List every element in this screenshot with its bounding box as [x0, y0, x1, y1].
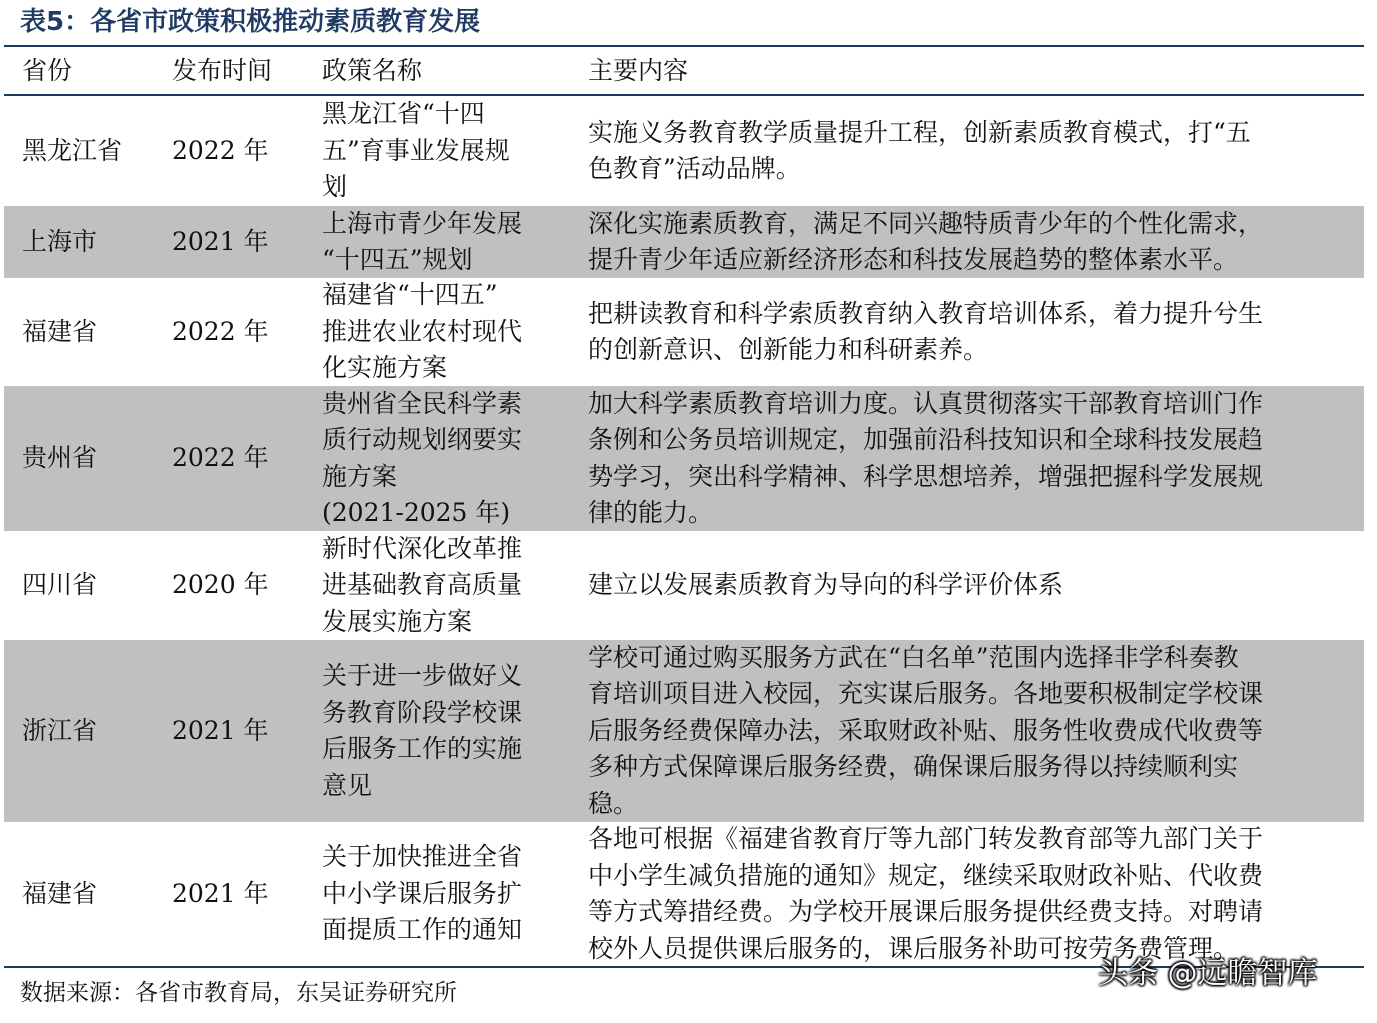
cell-content: 加大科学素质教育培训力度。认真贯彻落实干部教育培训门作 条例和公务员培训规定，加强前沿科技知识和全球科技发展趋 势学习，突出科学精神、科学思想培养，增强把握科学发展规 律的能力。 — [588, 388, 1264, 527]
cell-province: 上海市 — [22, 226, 98, 256]
cell-policy: 上海市青少年发展 “十四五”规划 — [322, 208, 523, 274]
table-row — [4, 206, 1364, 278]
cell-date: 2022 年 — [172, 135, 269, 165]
table-row — [4, 278, 1364, 386]
cell-province: 黑龙江省 — [22, 135, 123, 165]
cell-content: 建立以发展素质教育为导向的科学评价体系 — [588, 570, 1064, 600]
header-province: 省份 — [22, 56, 73, 85]
cell-date: 2021 年 — [172, 715, 269, 745]
cell-province: 福建省 — [22, 878, 98, 908]
table-title: 表5：各省市政策积极推动素质教育发展 — [20, 7, 481, 37]
cell-policy: 新时代深化改革推 进基础教育高质量 发展实施方案 — [322, 533, 523, 636]
cell-policy: 福建省“十四五” 推进农业农村现代 化实施方案 — [322, 280, 523, 383]
table-row — [4, 386, 1364, 531]
cell-date: 2020 年 — [172, 570, 269, 600]
header-content: 主要内容 — [588, 56, 689, 85]
cell-policy: 关于加快推进全省 中小学课后服务扩 面提质工作的通知 — [322, 842, 523, 945]
cell-date: 2022 年 — [172, 443, 269, 473]
cell-content: 把耕读教育和科学索质教育纳入教育培训体系，着力提升兮生 的创新意识、创新能力和科研素养。 — [588, 298, 1264, 364]
cell-content: 实施义务教育教学质量提升工程，创新素质教育模式，打“五 色教育”活动品牌。 — [588, 117, 1251, 183]
cell-province: 贵州省 — [22, 443, 98, 473]
cell-policy: 贵州省全民科学素 质行动规划纲要实 施方案 (2021-2025 年) — [322, 388, 523, 527]
cell-province: 四川省 — [22, 570, 98, 600]
header-policy: 政策名称 — [322, 56, 423, 85]
table-row — [4, 640, 1364, 822]
table-row — [4, 96, 1364, 206]
cell-date: 2022 年 — [172, 316, 269, 346]
cell-date: 2021 年 — [172, 878, 269, 908]
cell-content: 深化实施素质教育，满足不同兴趣特质青少年的个性化需求， 提升青少年适应新经济形态和科技发展趋势的整体素水平。 — [588, 208, 1264, 274]
watermark-text: 头条 @远瞻智库 — [1098, 956, 1318, 991]
cell-policy: 关于进一步做好义 务教育阶段学校课 后服务工作的实施 意见 — [322, 661, 523, 800]
cell-province: 福建省 — [22, 316, 98, 346]
cell-policy: 黑龙江省“十四 五”育事业发展规 划 — [322, 99, 510, 202]
top-rule — [4, 45, 1364, 47]
cell-content: 学校可通过购买服务方武在“白名单”范围内选择非学科奏教 育培训项目进入校园，充实谋后服务。各地要积极制定学校课 后服务经费保障办法，采取财政补贴、服务性收费成代收费等 多种方式保障课后服务经费，确保课后服务得以持续顺利实 稳。 — [588, 642, 1264, 818]
cell-province: 浙江省 — [22, 715, 98, 745]
data-source-note: 数据来源：各省市教育局，东吴证券研究所 — [20, 980, 457, 1006]
header-date: 发布时间 — [172, 56, 273, 85]
table-row — [4, 531, 1364, 640]
cell-content: 各地可根据《福建省教育厅等九部门转发教育部等九部门关于 中小学生减负措施的通知》规定，继续采取财政补贴、代收费 等方式筹措经费。为学校开展课后服务提供经费支持。对聘请 校外人员提供课后服务的，课后服务补助可按劳务费管理。 — [588, 824, 1264, 963]
table-row — [4, 822, 1364, 966]
cell-date: 2021 年 — [172, 226, 269, 256]
